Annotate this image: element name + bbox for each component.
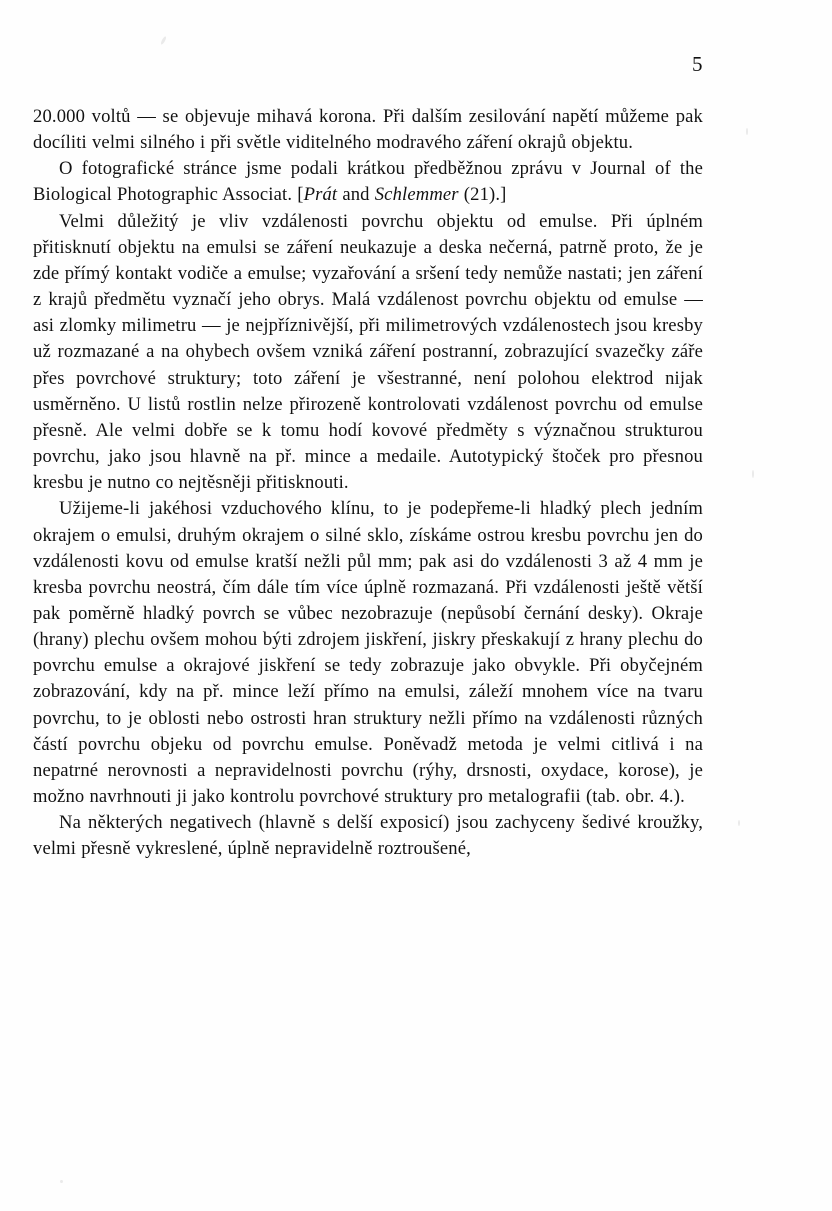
citation-name: Prát [303,184,338,206]
paragraph [33,209,703,497]
scan-speckle [752,470,754,478]
paragraph [33,104,703,156]
scan-speckle [60,1180,63,1183]
scan-speckle [738,820,740,826]
scan-speckle [746,128,748,135]
text-run: O fotografické stránce jsme podali krátkou předběžnou zprávu v Journal of the Biological Photographic Associat. [ [33,158,703,206]
scan-speckle [160,36,167,45]
body-text-block [33,104,703,863]
text-run: Užijeme-li jakéhosi vzduchového klínu, to je podepřeme-li hladký plech jedním okrajem o emulsi, druhým okrajem o silné sklo, získáme ostrou kresbu povrchu jen do vzdálenosti kovu od emulse kratší nežli půl mm; pak asi do vzdálenosti 3 až 4 mm je kresba povrchu neostrá, čím dále tím více úplně rozmazaná. Při vzdálenosti ještě větší pak poměrně hladký povrch se vůbec nezobrazuje (nepůsobí černání desky). Okraje (hrany) plechu ovšem mohou býti zdrojem jiskření, jiskry přeskakují z hrany plechu do povrchu emulse a okrajové jiskření se tedy zobrazuje jako obvykle. Při obyčejném zobrazování, kdy na př. mince leží přímo na emulsi, záleží mnohem více na tvaru povrchu, to je oblosti nebo ostrosti hran struktury nežli přímo na vzdálenosti různých částí povrchu objeku od povrchu emulse. Poněvadž metoda je velmi citlivá i na nepatrné nerovnosti a nepravidelnosti povrchu (rýhy, drsnosti, oxydace, korose), je možno navrhnouti ji jako kontrolu povrchové struktury pro metalografii (tab. obr. 4.). [33,498,703,808]
page-number: 5 [692,52,703,76]
paragraph [33,496,703,810]
paragraph [33,156,703,208]
text-run: Na některých negativech (hlavně s delší exposicí) jsou zachyceny šedivé kroužky, velmi přesně vykreslené, úplně nepravidelně roztroušené, [33,812,703,860]
citation-name: Schlemmer [374,184,459,206]
text-run: and [337,184,375,206]
text-run: (21).] [458,184,507,206]
paragraph [33,810,703,862]
text-run: 20.000 voltů — se objevuje mihavá korona. Při dalším zesilování napětí můžeme pak docíliti velmi silného i při světle viditelného modravého záření okrajů objektu. [33,106,703,154]
text-run: Velmi důležitý je vliv vzdálenosti povrchu objektu od emulse. Při úplném přitisknutí objektu na emulsi se záření neukazuje a deska nečerná, patrně proto, že je zde přímý kontakt vodiče a emulse; vyzařování a sršení tedy nemůže nastati; jen záření z krajů předmětu vyznačí jeho obrys. Malá vzdálenost povrchu objektu od emulse — asi zlomky milimetru — je nejpříznivější, při milimetrových vzdálenostech jsou kresby už rozmazané a na ohybech ovšem vzniká záření postranní, zobrazující svazečky záře přes povrchové struktury; toto záření je všestranné, není polohou elektrod nijak usměrněno. U listů rostlin nelze přirozeně kontrolovati vzdálenost povrchu od emulse přesně. Ale velmi dobře se k tomu hodí kovové předměty s význačnou strukturou povrchu, jako jsou hlavně na př. mince a medaile. Autotypický štoček pro přesnou kresbu je nutno co nejtěsněji přitisknouti. [33,210,703,494]
